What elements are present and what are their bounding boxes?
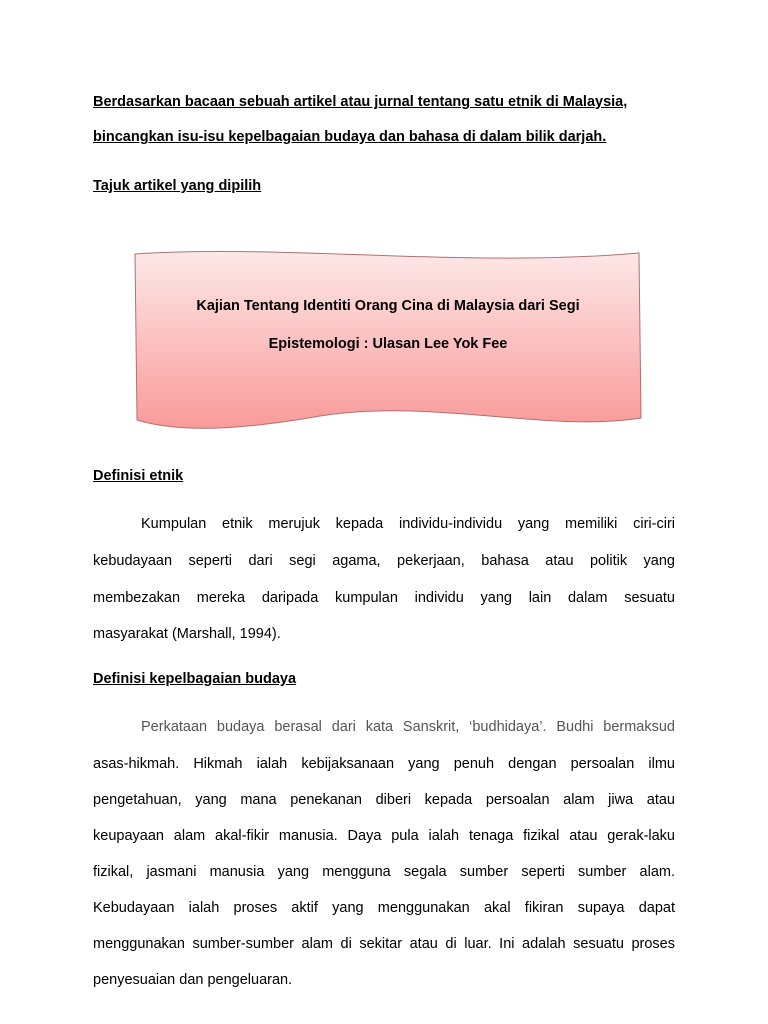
paragraph-line: asas-hikmah. Hikmah ialah kebijaksanaan yang penuh dengan persoalan ilmu bbox=[93, 756, 675, 772]
paragraph-line: penyesuaian dan pengeluaran. bbox=[93, 972, 293, 988]
paragraph-line: Kumpulan etnik merujuk kepada individu-individu yang memiliki ciri-ciri bbox=[141, 516, 675, 532]
paragraph-line: fizikal, jasmani manusia yang mengguna segala sumber seperti sumber alam. bbox=[93, 864, 675, 880]
paragraph-line: keupayaan alam akal-fikir manusia. Daya pula ialah tenaga fizikal atau gerak-laku bbox=[93, 828, 675, 844]
section-heading-budaya: Definisi kepelbagaian budaya bbox=[93, 671, 297, 687]
question-line-2: bincangkan isu-isu kepelbagaian budaya dan bahasa di dalam bilik darjah. bbox=[93, 129, 607, 145]
question-line-1: Berdasarkan bacaan sebuah artikel atau jurnal tentang satu etnik di Malaysia, bbox=[93, 94, 628, 110]
section-heading-etnik: Definisi etnik bbox=[93, 468, 184, 484]
paragraph-line: masyarakat (Marshall, 1994). bbox=[93, 626, 281, 642]
article-title-banner bbox=[130, 248, 646, 444]
paragraph-line: membezakan mereka daripada kumpulan individu yang lain dalam sesuatu bbox=[93, 590, 675, 606]
paragraph-line: kebudayaan seperti dari segi agama, pekerjaan, bahasa atau politik yang bbox=[93, 553, 675, 569]
banner-title-line-1: Kajian Tentang Identiti Orang Cina di Malaysia dari Segi bbox=[196, 298, 580, 314]
paragraph-line: pengetahuan, yang mana penekanan diberi kepada persoalan alam jiwa atau bbox=[93, 792, 675, 808]
paragraph-line: Kebudayaan ialah proses aktif yang menggunakan akal fikiran supaya dapat bbox=[93, 900, 675, 916]
paragraph-line: menggunakan sumber-sumber alam di sekitar atau di luar. Ini adalah sesuatu proses bbox=[93, 936, 675, 952]
article-heading: Tajuk artikel yang dipilih bbox=[93, 178, 262, 194]
paragraph-line: Perkataan budaya berasal dari kata Sanskrit, ‘budhidaya’. Budhi bermaksud bbox=[141, 719, 675, 735]
banner-title-line-2: Epistemologi : Ulasan Lee Yok Fee bbox=[268, 336, 508, 352]
